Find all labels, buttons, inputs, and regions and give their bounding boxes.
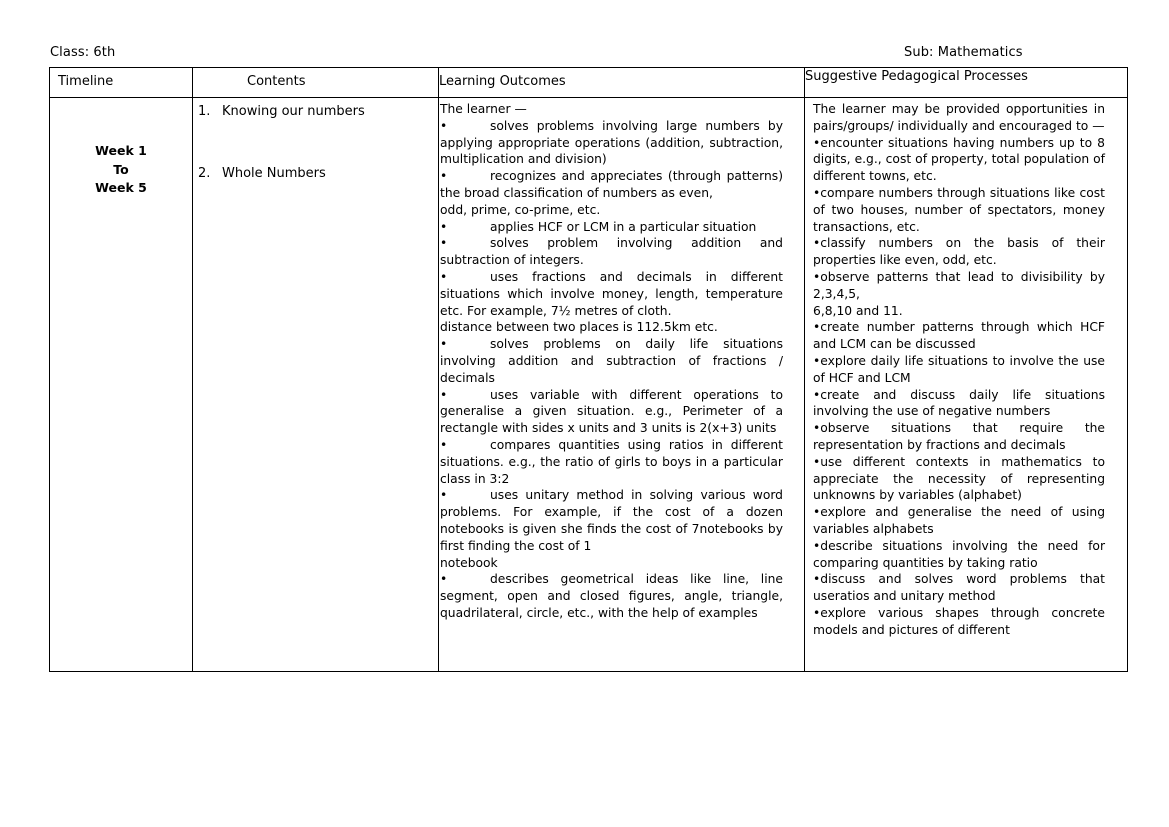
outcome-item: • recognizes and appreciates (through patterns) the broad classification of numbers as even, xyxy=(440,169,783,200)
process-item: •explore daily life situations to involve the use of HCF and LCM xyxy=(813,353,1105,385)
process-item: •create and discuss daily life situations involving the use of negative numbers xyxy=(813,387,1105,419)
bullet-icon: • xyxy=(440,437,448,452)
timeline-header-label: Timeline xyxy=(58,74,114,89)
process-intro: The learner may be provided opportunities in pairs/groups/ individually and encouraged to — xyxy=(813,102,1105,133)
process-item: •classify numbers on the basis of their properties like even, odd, etc. xyxy=(813,236,1105,268)
bullet-icon: • xyxy=(813,185,821,200)
process-item: •create number patterns through which HCF and LCM can be discussed xyxy=(813,320,1105,352)
outcome-item: • describes geometrical ideas like line, line segment, open and closed figures, angle, triangle, quadrilateral, circle, etc., with the help of examples xyxy=(440,572,783,620)
bullet-icon: • xyxy=(440,488,448,503)
topic-label: Whole Numbers xyxy=(222,166,326,181)
bullet-icon: • xyxy=(813,387,821,402)
bullet-icon: • xyxy=(440,169,448,184)
process-item: •encounter situations having numbers up to 8 digits, e.g., cost of property, total population of different towns, etc. xyxy=(813,135,1105,184)
process-cell xyxy=(805,98,1128,672)
process-header-label: Suggestive Pedagogical Processes xyxy=(805,69,1028,84)
topic-number: 1. xyxy=(198,104,211,119)
timeline-cell xyxy=(50,98,193,672)
topic-label: Knowing our numbers xyxy=(222,104,365,119)
bullet-icon: • xyxy=(813,538,821,553)
table-row xyxy=(50,98,1128,672)
bullet-icon: • xyxy=(813,353,821,368)
bullet-icon: • xyxy=(813,421,821,436)
process-item: •explore various shapes through concrete models and pictures of different xyxy=(813,605,1105,637)
bullet-icon: • xyxy=(440,118,448,133)
process-item: •explore and generalise the need of using variables alphabets xyxy=(813,505,1105,536)
outcomes-intro: The learner — xyxy=(440,102,527,116)
bullet-icon: • xyxy=(813,505,821,520)
outcome-continuation: notebook xyxy=(440,555,498,570)
contents-header-label: Contents xyxy=(247,74,306,89)
bullet-icon: • xyxy=(813,269,821,284)
bullet-icon: • xyxy=(813,454,821,469)
topic-number: 2. xyxy=(198,166,211,181)
bullet-icon: • xyxy=(440,387,448,402)
class-label: Class: 6th xyxy=(50,45,116,60)
outcome-item: • uses fractions and decimals in different situations which involve money, length, temperature etc. For example, 7½ metres of cloth. xyxy=(440,269,783,318)
bullet-icon: • xyxy=(813,236,821,251)
bullet-icon: • xyxy=(813,135,821,150)
outcomes-header-label: Learning Outcomes xyxy=(439,74,566,89)
bullet-icon: • xyxy=(440,337,448,352)
process-item: •observe situations that require the representation by fractions and decimals xyxy=(813,421,1105,452)
outcome-continuation: distance between two places is 112.5km etc. xyxy=(440,320,718,335)
outcome-item: • solves problem involving addition and subtraction of integers. xyxy=(440,236,783,268)
bullet-icon: • xyxy=(440,236,448,251)
timeline-start: Week 1 xyxy=(95,143,147,158)
timeline-to: To xyxy=(113,161,129,177)
bullet-icon: • xyxy=(813,605,821,620)
outcomes-cell xyxy=(439,98,805,672)
outcome-item: • solves problems on daily life situations involving addition and subtraction of fractions / decimals xyxy=(440,337,783,385)
table-header-row xyxy=(50,68,1128,98)
outcome-item: • uses unitary method in solving various word problems. For example, if the cost of a dozen notebooks is given she finds the cost of 7notebooks by first finding the cost of 1 xyxy=(440,488,783,553)
outcome-item: • compares quantities using ratios in different situations. e.g., the ratio of girls to boys in a particular class in 3:2 xyxy=(440,437,783,486)
contents-cell xyxy=(193,98,439,672)
timeline-end: Week 5 xyxy=(95,180,147,195)
outcome-item: • solves problems involving large numbers by applying appropriate operations (addition, subtraction, multiplication and division) xyxy=(440,118,783,167)
outcome-item: • uses variable with different operations to generalise a given situation. e.g., Perimeter of a rectangle with sides x units and 3 units is 2(x+3) units xyxy=(440,387,783,436)
curriculum-table xyxy=(49,67,1128,672)
process-item: •discuss and solves word problems that useratios and unitary method xyxy=(813,572,1105,604)
outcome-continuation: odd, prime, co-prime, etc. xyxy=(440,202,601,217)
topic-item xyxy=(198,104,365,119)
process-continuation: 6,8,10 and 11. xyxy=(813,303,903,318)
bullet-icon: • xyxy=(813,320,821,335)
process-header xyxy=(805,68,1128,98)
contents-header xyxy=(193,68,439,98)
bullet-icon: • xyxy=(440,572,448,587)
bullet-icon: • xyxy=(440,269,448,284)
subject-label: Sub: Mathematics xyxy=(904,45,1023,60)
bullet-icon: • xyxy=(440,219,448,234)
timeline-header xyxy=(50,68,193,98)
process-item: •observe patterns that lead to divisibility by 2,3,4,5, xyxy=(813,269,1105,301)
process-item: •use different contexts in mathematics to appreciate the necessity of representing unknowns by variables (alphabet) xyxy=(813,454,1105,503)
process-item: •compare numbers through situations like cost of two houses, number of spectators, money transactions, etc. xyxy=(813,185,1105,234)
process-item: •describe situations involving the need for comparing quantities by taking ratio xyxy=(813,538,1105,570)
outcomes-header xyxy=(439,68,805,98)
topic-item xyxy=(198,166,326,181)
bullet-icon: • xyxy=(813,572,821,587)
outcome-item: • applies HCF or LCM in a particular situation xyxy=(440,219,757,234)
